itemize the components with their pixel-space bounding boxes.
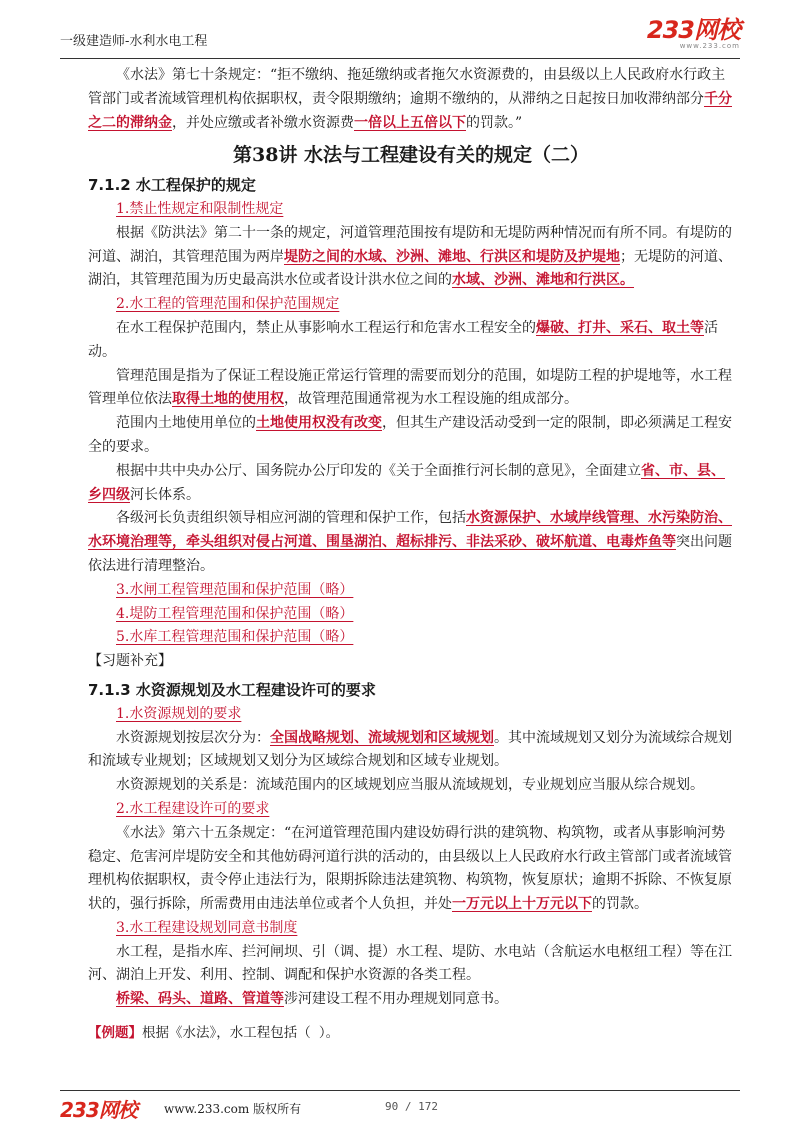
paragraph: 水资源规划的关系是：流域范围内的区域规划应当服从流域规划，专业规划应当服从综合规划。: [116, 777, 704, 794]
paragraph: 范围内土地使用单位的土地使用权没有改变，但其生产建设活动受到一定的限制，即必须满足工程安全的要求。: [88, 415, 732, 455]
paragraph: 桥梁、码头、道路、管道等涉河建设工程不用办理规划同意书。: [116, 991, 508, 1008]
paragraph: 水工程，是指水库、拦河闸坝、引（调、提）水工程、堤防、水电站（含航运水电枢纽工程）等在江河、湖泊上开发、利用、控制、调配和保护水资源的各类工程。: [88, 943, 732, 984]
example-question: [88, 1022, 734, 1046]
subheading: 2.水工程的管理范围和保护范围规定: [116, 296, 340, 313]
subheading: 3.水闸工程管理范围和保护范围（略）: [116, 581, 354, 598]
document-body: [88, 64, 734, 1046]
highlight-late-fee: 千分之二的滞纳金: [88, 90, 732, 131]
page-header: [60, 18, 740, 56]
header-title: 一级建造师-水利水电工程: [60, 34, 208, 49]
intro-paragraph: 《水法》第七十条规定：“拒不缴纳、拖延缴纳或者拖欠水资源费的，由县级以上人民政府水行政主管部门或者流域管理机构依据职权，责令限期缴纳；逾期不缴纳的，从滞纳之日起按日加收滞纳部分千分之二的滞纳金，并处应缴或者补缴水资源费一倍以上五倍以下的罚款。”: [88, 67, 732, 131]
subheading: 4.堤防工程管理范围和保护范围（略）: [116, 605, 354, 622]
exercise-supplement-label: 【习题补充】: [88, 653, 172, 670]
lecture-title: 第38讲 水法与工程建设有关的规定（二）: [232, 144, 590, 167]
paragraph: 在水工程保护范围内，禁止从事影响水工程运行和危害水工程安全的爆破、打井、采石、取土等活动。: [88, 319, 718, 360]
paragraph: 《水法》第六十五条规定：“在河道管理范围内建设妨碍行洪的建筑物、构筑物，或者从事影响河势稳定、危害河岸堤防安全和其他妨碍河道行洪的活动的，由县级以上人民政府水行政主管部门或者流域管理机构依据职权，责令停止违法行为，限期拆除违法建筑物、构筑物，恢复原状；逾期不拆除、不恢复原状的，强行拆除，所需费用由违法单位或者个人负担，并处一万元以上十万元以下的罚款。: [88, 824, 732, 913]
logo-url: www.233.com: [679, 42, 740, 50]
paragraph: 管理范围是指为了保证工程设施正常运行管理的需要而划分的范围，如堤防工程的护堤地等，水工程管理单位依法取得土地的使用权，故管理范围通常视为水工程设施的组成部分。: [88, 367, 732, 408]
section-title-713: 7.1.3 水资源规划及水工程建设许可的要求: [88, 680, 376, 699]
footer-divider: [60, 1090, 740, 1091]
header-divider: [60, 58, 740, 59]
subheading: 3.水工程建设规划同意书制度: [116, 919, 298, 936]
page-number: 90 / 172: [385, 1100, 438, 1113]
logo-text: 233网校: [646, 16, 740, 44]
subheading: 5.水库工程管理范围和保护范围（略）: [116, 629, 354, 646]
paragraph: 根据《防洪法》第二十一条的规定，河道管理范围按有堤防和无堤防两种情况而有所不同。有堤防的河道、湖泊，其管理范围为两岸堤防之间的水域、沙洲、滩地、行洪区和堤防及护堤地；无堤防的河道、湖泊，其管理范围为历史最高洪水位或者设计洪水位之间的水域、沙洲、滩地和行洪区。: [88, 224, 732, 289]
subheading: 1.水资源规划的要求: [116, 705, 242, 722]
page-footer: [60, 1092, 740, 1122]
paragraph: 各级河长负责组织领导相应河湖的管理和保护工作，包括水资源保护、水域岸线管理、水污染防治、水环境治理等，牵头组织对侵占河道、围垦湖泊、超标排污、非法采砂、破坏航道、电毒炸鱼等突出问题依法进行清理整治。: [88, 510, 732, 574]
paragraph: 水资源规划按层次分为：全国战略规划、流域规划和区域规划。其中流域规划又划分为流域综合规划和流域专业规划；区域规划又划分为区域综合规划和区域专业规划。: [88, 729, 732, 770]
section-title-712: 7.1.2 水工程保护的规定: [88, 176, 256, 195]
footer-copyright: www.233.com 版权所有: [164, 1102, 302, 1116]
example-tag: 【例题】: [88, 1025, 142, 1042]
paragraph: 根据中共中央办公厅、国务院办公厅印发的《关于全面推行河长制的意见》，全面建立省、市、县、乡四级河长体系。: [88, 462, 725, 503]
example-text: 根据《水法》，水工程包括（ ）。: [142, 1025, 340, 1042]
brand-logo: [647, 18, 740, 50]
highlight-fine-range: 一倍以上五倍以下: [354, 114, 466, 131]
subheading: 1.禁止性规定和限制性规定: [116, 200, 284, 217]
footer-logo: 233网校: [60, 1098, 137, 1122]
subheading: 2.水工程建设许可的要求: [116, 800, 270, 817]
